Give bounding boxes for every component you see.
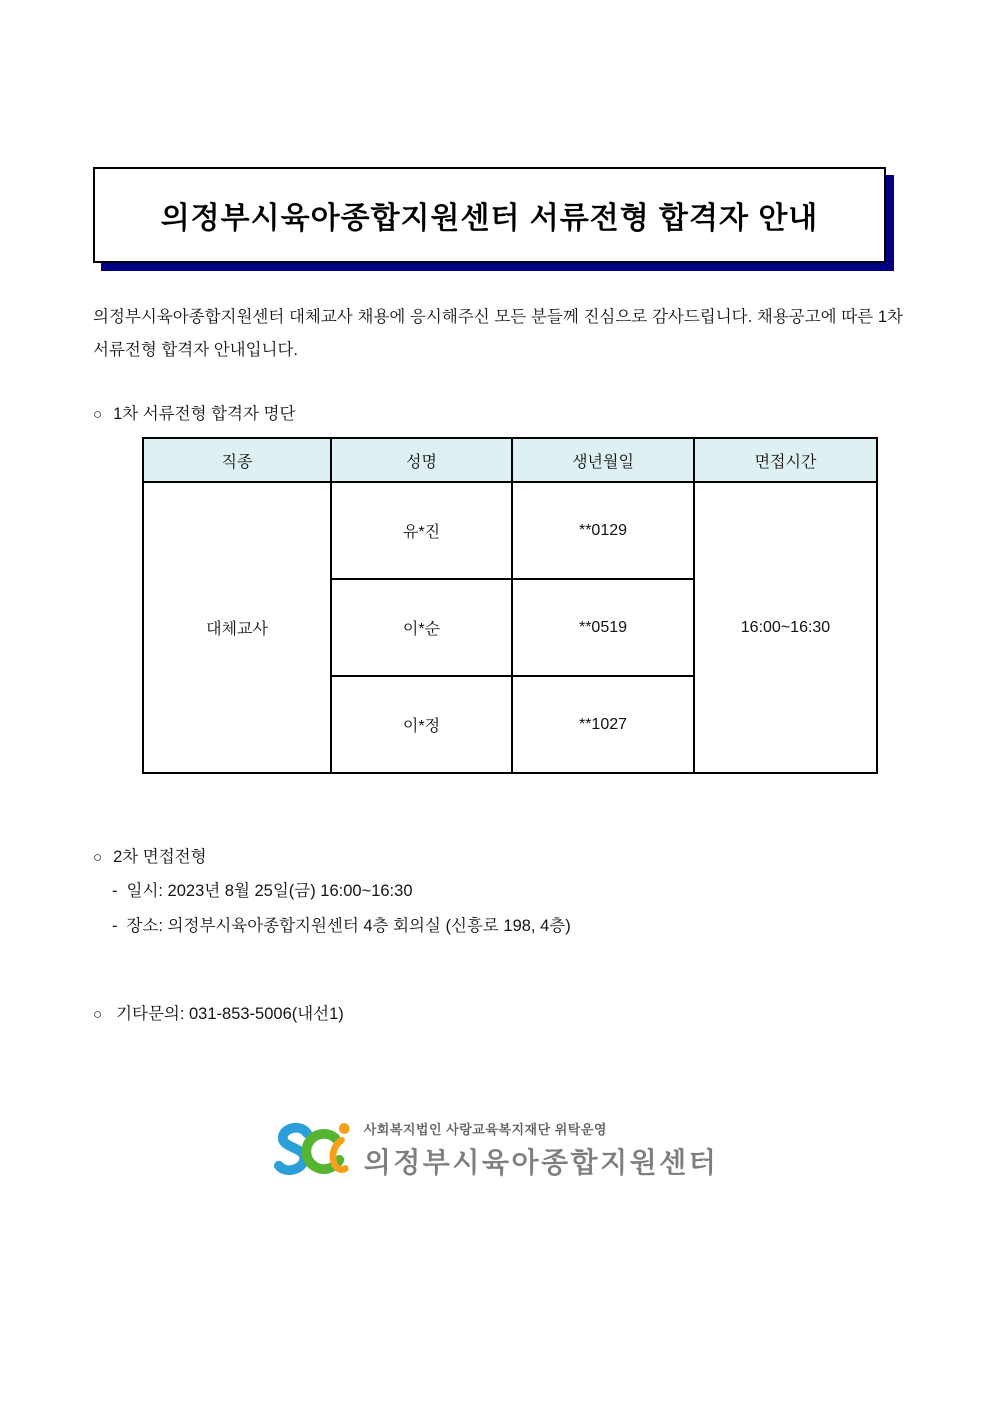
logo-tagline: 사회복지법인 사랑교육복지재단 위탁운영 [363, 1122, 607, 1137]
column-header-birth: 생년월일 [512, 438, 694, 482]
column-header-name: 성명 [331, 438, 512, 482]
interview-datetime-text: 일시: 2023년 8월 25일(금) 16:00~16:30 [126, 882, 413, 900]
circle-bullet-icon: ○ [93, 1006, 103, 1023]
birth-cell: **0519 [512, 579, 694, 676]
name-cell: 이*순 [331, 579, 512, 676]
birth-cell: **1027 [512, 676, 694, 773]
section-pass-list-label: 1차 서류전형 합격자 명단 [113, 405, 296, 423]
sci-logo-icon [274, 1118, 356, 1182]
section-interview-heading [93, 843, 207, 867]
logo-org-name: 의정부시육아종합지원센터 [363, 1147, 719, 1178]
name-cell: 유*진 [331, 482, 512, 579]
pass-list-table [142, 437, 878, 774]
interview-datetime-line [112, 877, 413, 901]
dash-bullet-icon: - [112, 917, 118, 935]
intro-paragraph: 의정부시육아종합지원센터 대체교사 채용에 응시해주신 모든 분들께 진심으로 감사드립니다. 채용공고에 따른 1차 서류전형 합격자 안내입니다. [93, 308, 903, 359]
dash-bullet-icon: - [112, 882, 118, 900]
birth-cell: **0129 [512, 482, 694, 579]
column-header-time: 면접시간 [694, 438, 877, 482]
footer-logo [0, 1118, 992, 1182]
section-contact-line [93, 1000, 344, 1024]
section-pass-list-heading [93, 400, 295, 424]
name-cell: 이*정 [331, 676, 512, 773]
interview-time-cell: 16:00~16:30 [694, 482, 877, 773]
table-header-row [143, 438, 877, 482]
page-title: 의정부시육아종합지원센터 서류전형 합격자 안내 [160, 202, 819, 235]
logo-text-block [364, 1119, 719, 1181]
title-banner [93, 167, 886, 263]
interview-location-text: 장소: 의정부시육아종합지원센터 4층 회의실 (신흥로 198, 4층) [126, 917, 571, 935]
job-cell: 대체교사 [143, 482, 331, 773]
logo-lockup [274, 1118, 719, 1182]
circle-bullet-icon: ○ [93, 849, 103, 866]
table-row [143, 482, 877, 579]
interview-location-line [112, 912, 571, 936]
contact-text: 기타문의: 031-853-5006(내선1) [116, 1005, 344, 1023]
section-interview-label: 2차 면접전형 [113, 848, 207, 866]
circle-bullet-icon: ○ [93, 406, 103, 423]
column-header-job: 직종 [143, 438, 331, 482]
